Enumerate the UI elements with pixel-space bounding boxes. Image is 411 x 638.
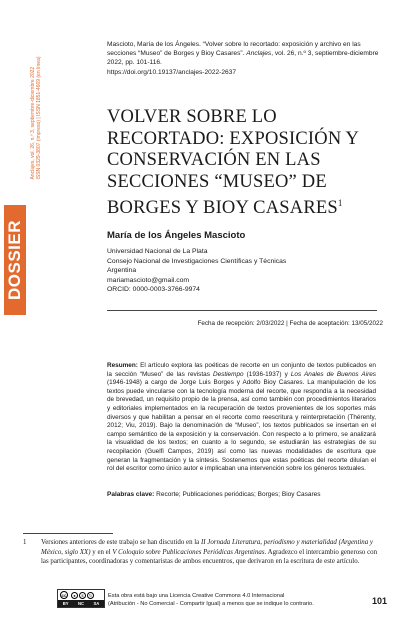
abstract-label: Resumen: xyxy=(107,362,138,369)
license-line: Esta obra está bajo una Licencia Creative Commons 4.0 Internacional xyxy=(108,593,285,599)
reception-dates: Fecha de recepción: 2/03/2022 | Fecha de aceptación: 13/05/2022 xyxy=(197,320,383,327)
journal-vertical-line: Anclajes, vol. 26, n.º 3, septiembre-diciembre 2022 xyxy=(30,66,36,180)
citation-volume: , vol. 26, n.º 3, septiembre-diciembre 2022, pp. 101-116. xyxy=(107,50,379,67)
abstract-text: (1946-1948) a cargo de Jorge Luis Borges y Adolfo Bioy Casares. La manipulación de los textos puede vincularse con la tecnología moderna del recorte, que respondía a la necesidad de brevedad, un requisito propio de la prensa, así como también con procedimientos literarios y editoriales implementados en la recuperación de textos provenientes de los soportes más diversos y que habilitan a pensar en el recorte como reescritura y reinterpretación (Thérenty, 2012; Viu, 2019). Bajo la denominación de “Museo”, los textos publicados se insertan en el campo semántico de la exposición y la conservación. Con respecto a lo primero, se analizará la visualidad de los textos; en cuanto a lo segundo, se estudiarán las estrategias de su recopilación (Guelfi Campos, 2019) así como las nuevas modalidades de escritura que generan la fragmentación y la síntesis. Sostenemos que estas poéticas del recorte diluían el rol del escritor como único autor e implicaban una intervención sobre los géneros textuales. xyxy=(107,379,376,473)
journal-vertical-info xyxy=(30,56,42,179)
section-label: DOSSIER xyxy=(5,219,24,301)
creative-commons-badge[interactable] xyxy=(57,589,105,608)
footnote-text-part: . Agradezco el intercambio generoso con las participantes, coordinadoras y comentaristas de ambos encuentros, que derivaron en la escritura de este artículo. xyxy=(41,548,378,565)
footnote-text-part: Versiones anteriores de este trabajo se han discutido en la xyxy=(41,539,201,546)
footnote-italic: II Jornada Literatura, periodismo y materialidad (Argentina y México, siglo XX) xyxy=(41,539,373,556)
footnote-divider xyxy=(23,533,113,534)
abstract-italic: Los Anales de Buenos Aires xyxy=(290,370,376,378)
cc-label-sa: SA xyxy=(93,601,100,606)
cc-label-by: BY xyxy=(62,601,69,606)
author-name: María de los Ángeles Mascioto xyxy=(107,230,246,241)
cc-label-nc: NC xyxy=(77,601,85,606)
abstract-text: (1936-1937) y xyxy=(243,370,291,378)
abstract-italic: Destiempo xyxy=(213,370,244,378)
doi-link[interactable]: https://doi.org/10.19137/anclajes-2022-2637 xyxy=(107,68,237,76)
author-email[interactable]: mariamascioto@gmail.com xyxy=(107,276,190,284)
title-footnote-mark[interactable]: 1 xyxy=(337,198,343,208)
abstract-text: El artículo explora las poéticas de recorte en un conjunto de textos publicados en la sección “Museo” de las revistas xyxy=(107,362,376,378)
journal-vertical-line: ISSN 0329-3807 (impreso) | ISSN 1851-4669 (en línea) xyxy=(36,56,42,180)
citation-journal: Anclajes xyxy=(246,50,272,58)
attribution-icon: ● xyxy=(71,592,78,599)
citation xyxy=(107,40,385,77)
sharealike-icon: ↻ xyxy=(88,592,93,598)
article-title-text: VOLVER SOBRE LO RECORTADO: EXPOSICIÓN Y CONSERVACIÓN EN LAS SECCIONES “MUSEO” DE BORGES Y BIOY CASARES xyxy=(107,107,359,219)
keywords-label: Palabras clave: xyxy=(107,491,155,498)
cc-icon: cc xyxy=(61,592,67,598)
footnote-italic: V Coloquio sobre Publicaciones Periódicas Argentinas xyxy=(112,548,265,556)
citation-text: Mascioto, María de los Ángeles. “Volver sobre lo recortado: exposición y archivo en las secciones “Museo” de Borges y Bioy Casares”. xyxy=(107,41,361,58)
author-orcid[interactable]: ORCID: 0000-0003-3766-9974 xyxy=(107,286,200,294)
author-affiliation xyxy=(107,247,377,295)
abstract xyxy=(107,362,376,474)
license-line: (Atribución - No Comercial - Compartir Igual) a menos que se indique lo contrario. xyxy=(108,600,314,607)
license-text xyxy=(108,593,358,608)
article-title xyxy=(107,107,397,220)
divider xyxy=(107,310,377,311)
noncommercial-icon: $ xyxy=(79,592,86,599)
footnote-text xyxy=(41,538,381,567)
affiliation-country: Argentina xyxy=(107,267,137,275)
footnote-number: 1 xyxy=(23,539,27,546)
keywords-text: Recorte; Publicaciones periódicas; Borges; Bioy Casares xyxy=(154,491,321,498)
keywords xyxy=(107,491,377,498)
affiliation-university: Universidad Nacional de La Plata xyxy=(107,248,208,255)
page-number: 101 xyxy=(371,596,387,606)
footnote-text-part: y en el xyxy=(90,548,113,556)
affiliation-council: Consejo Nacional de Investigaciones Científicas y Técnicas xyxy=(107,257,287,265)
